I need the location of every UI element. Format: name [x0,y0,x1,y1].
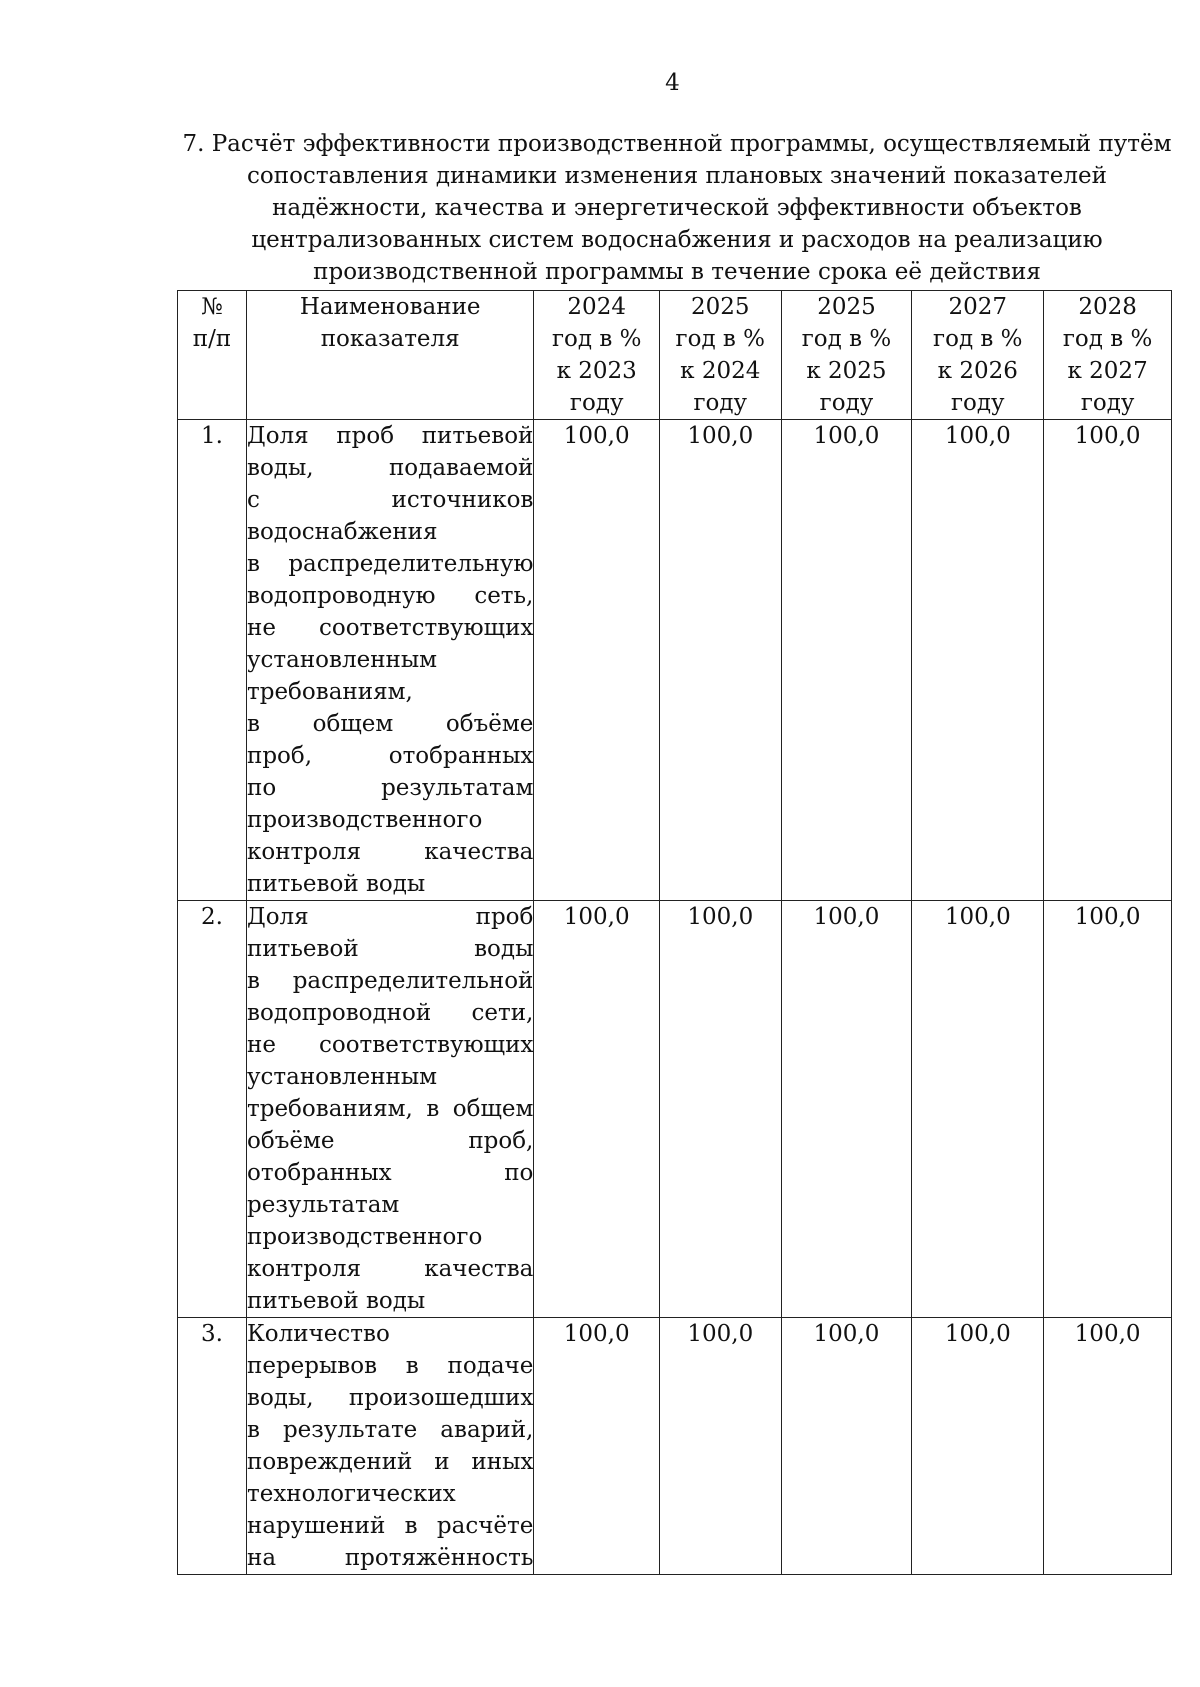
indicator-name-line: питьевой воды [247,871,426,897]
indicator-name-line: водопроводную сеть, [247,583,534,609]
header-year-2024: 2024 год в % к 2023 году [534,291,660,420]
indicator-name-line: питьевой воды [247,936,534,962]
indicator-value: 100,0 [660,901,782,1318]
row-number: 3. [178,1318,247,1575]
indicator-name-line: в общем объёме [247,711,534,737]
indicator-name-line: Количество [247,1321,390,1347]
indicator-name-line: не соответствующих [247,615,534,641]
indicator-name-line: воды, подаваемой [247,455,534,481]
heading-line: производственной программы в течение срока её действия [313,259,1041,285]
heading-line: сопоставления динамики изменения плановых значений показателей [247,163,1107,189]
row-number: 1. [178,420,247,901]
indicator-name-line: в распределительную [247,551,534,577]
row-number: 2. [178,901,247,1318]
indicator-value: 100,0 [912,1318,1044,1575]
indicator-name [247,901,534,1318]
header-year-2025: 2025 год в % к 2024 году [660,291,782,420]
table-row [178,901,1172,1318]
indicator-name-line: объёме проб, [247,1128,534,1154]
indicator-name-line: в распределительной [247,968,534,994]
indicator-name-line: установленным [247,647,438,673]
indicator-name-line: требованиям, [247,679,413,705]
indicators-table [177,290,1172,1575]
indicator-name-line: повреждений и иных [247,1449,534,1475]
indicator-value: 100,0 [1044,901,1172,1318]
indicator-name-line: отобранных по [247,1160,534,1186]
indicator-name-line: водопроводной сети, [247,1000,534,1026]
table-header-row [178,291,1172,420]
indicator-name-line: перерывов в подаче [247,1353,534,1379]
heading-line: централизованных систем водоснабжения и расходов на реализацию [251,227,1103,253]
indicator-name-line: Доля проб питьевой [247,423,534,449]
indicator-name-line: питьевой воды [247,1288,426,1314]
indicator-name-line: Доля проб [247,904,534,930]
indicator-value: 100,0 [534,420,660,901]
indicator-name-line: не соответствующих [247,1032,534,1058]
indicator-value: 100,0 [781,901,912,1318]
table-row [178,1318,1172,1575]
indicator-value: 100,0 [781,1318,912,1575]
indicator-value: 100,0 [660,420,782,901]
header-num: № п/п [178,291,247,420]
indicator-name-line: проб, отобранных [247,743,534,769]
indicator-value: 100,0 [1044,420,1172,901]
indicator-name-line: производственного [247,807,483,833]
indicator-name-line: контроля качества [247,839,534,865]
indicator-name-line: воды, произошедших [247,1385,534,1411]
indicator-value: 100,0 [912,420,1044,901]
indicator-name-line: водоснабжения [247,519,438,545]
header-year-2027: 2027 год в % к 2026 году [912,291,1044,420]
indicator-name-line: в результате аварий, [247,1417,534,1443]
heading-line: 7. Расчёт эффективности производственной программы, осуществляемый путём [182,131,1172,157]
indicator-value: 100,0 [1044,1318,1172,1575]
indicator-name-line: установленным [247,1064,438,1090]
indicator-name-line: технологических [247,1481,456,1507]
indicator-name-line: нарушений в расчёте [247,1513,534,1539]
indicator-name-line: производственного [247,1224,483,1250]
header-year-2028: 2028 год в % к 2027 году [1044,291,1172,420]
indicator-name-line: результатам [247,1192,400,1218]
section-heading [182,128,1172,288]
header-year-2025-b: 2025 год в % к 2025 году [781,291,912,420]
indicator-name [247,420,534,901]
table-row [178,420,1172,901]
indicator-name-line: на протяжённость [247,1545,534,1571]
page-number: 4 [665,70,680,96]
indicator-name-line: требованиям, в общем [247,1096,534,1122]
indicator-value: 100,0 [534,901,660,1318]
indicator-name [247,1318,534,1575]
indicator-name-line: по результатам [247,775,534,801]
heading-line: надёжности, качества и энергетической эффективности объектов [272,195,1082,221]
header-name: Наименование показателя [247,291,534,420]
indicator-value: 100,0 [660,1318,782,1575]
indicator-name-line: с источников [247,487,534,513]
indicator-value: 100,0 [912,901,1044,1318]
indicator-value: 100,0 [781,420,912,901]
indicator-value: 100,0 [534,1318,660,1575]
indicator-name-line: контроля качества [247,1256,534,1282]
